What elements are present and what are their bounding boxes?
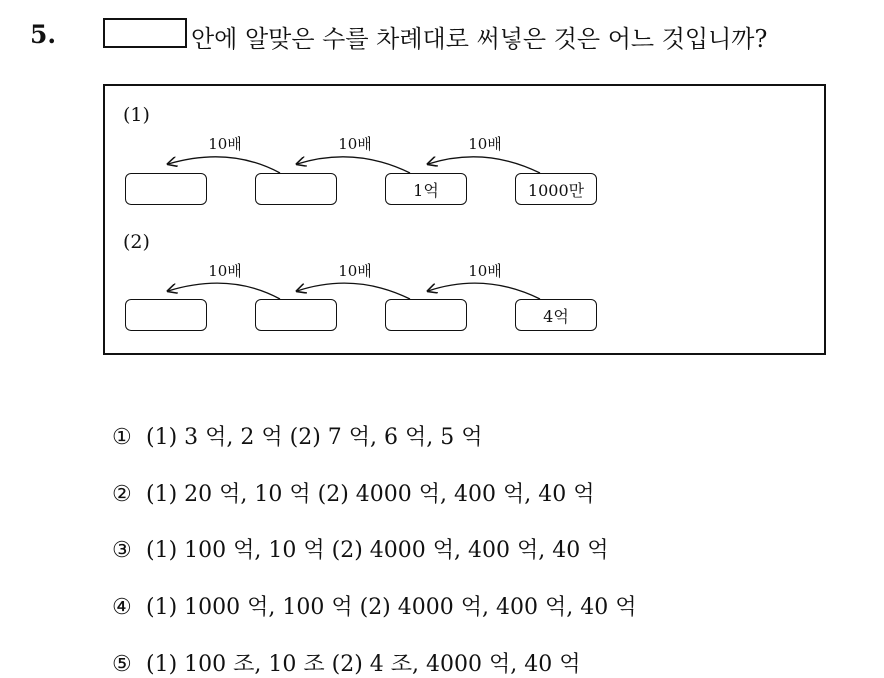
option-4-text: (1) 1000 억, 100 억 (2) 4000 억, 400 억, 40 억	[146, 595, 637, 620]
problem-2-box-4: 4억	[515, 299, 597, 331]
problem-1-box-2	[255, 173, 337, 205]
problem-2-multiplier-3: 10배	[468, 262, 502, 280]
option-1[interactable]	[112, 420, 482, 451]
option-3-text: (1) 100 억, 10 억 (2) 4000 억, 400 억, 40 억	[146, 538, 609, 563]
question-number: 5.	[30, 20, 57, 49]
option-1-text: (1) 3 억, 2 억 (2) 7 억, 6 억, 5 억	[146, 425, 483, 450]
problem-panel	[103, 84, 826, 355]
option-1-marker: ①	[112, 425, 132, 450]
option-2-marker: ②	[112, 482, 132, 507]
option-5[interactable]	[112, 647, 580, 678]
problem-1-multiplier-2: 10배	[338, 135, 372, 153]
problem-1-box-1	[125, 173, 207, 205]
problem-2-multiplier-1: 10배	[208, 262, 242, 280]
problem-2-box-3	[385, 299, 467, 331]
problem-2-label: (2)	[123, 231, 150, 253]
option-5-marker: ⑤	[112, 652, 132, 677]
question-text: 안에 알맞은 수를 차례대로 써넣은 것은 어느 것입니까?	[191, 25, 768, 53]
problem-2-multiplier-2: 10배	[338, 262, 372, 280]
problem-1-multiplier-1: 10배	[208, 135, 242, 153]
problem-1-label: (1)	[123, 104, 150, 126]
option-5-text: (1) 100 조, 10 조 (2) 4 조, 4000 억, 40 억	[146, 652, 581, 677]
problem-2-box-1	[125, 299, 207, 331]
arrow-2-3	[428, 283, 540, 299]
answer-blank-box	[103, 18, 187, 48]
arrow-2-2	[297, 283, 410, 299]
option-3-marker: ③	[112, 538, 132, 563]
problem-2-box-2	[255, 299, 337, 331]
option-4-marker: ④	[112, 595, 132, 620]
arrow-1-3	[428, 157, 540, 173]
problem-1-multiplier-3: 10배	[468, 135, 502, 153]
arrow-1-2	[297, 157, 410, 173]
problem-1-box-3: 1억	[385, 173, 467, 205]
problem-1-box-4: 1000만	[515, 173, 597, 205]
arrow-2-1	[168, 283, 280, 299]
option-2-text: (1) 20 억, 10 억 (2) 4000 억, 400 억, 40 억	[146, 482, 595, 507]
option-2[interactable]	[112, 477, 594, 508]
option-3[interactable]	[112, 533, 608, 564]
arrow-1-1	[168, 157, 280, 173]
option-4[interactable]	[112, 590, 636, 621]
